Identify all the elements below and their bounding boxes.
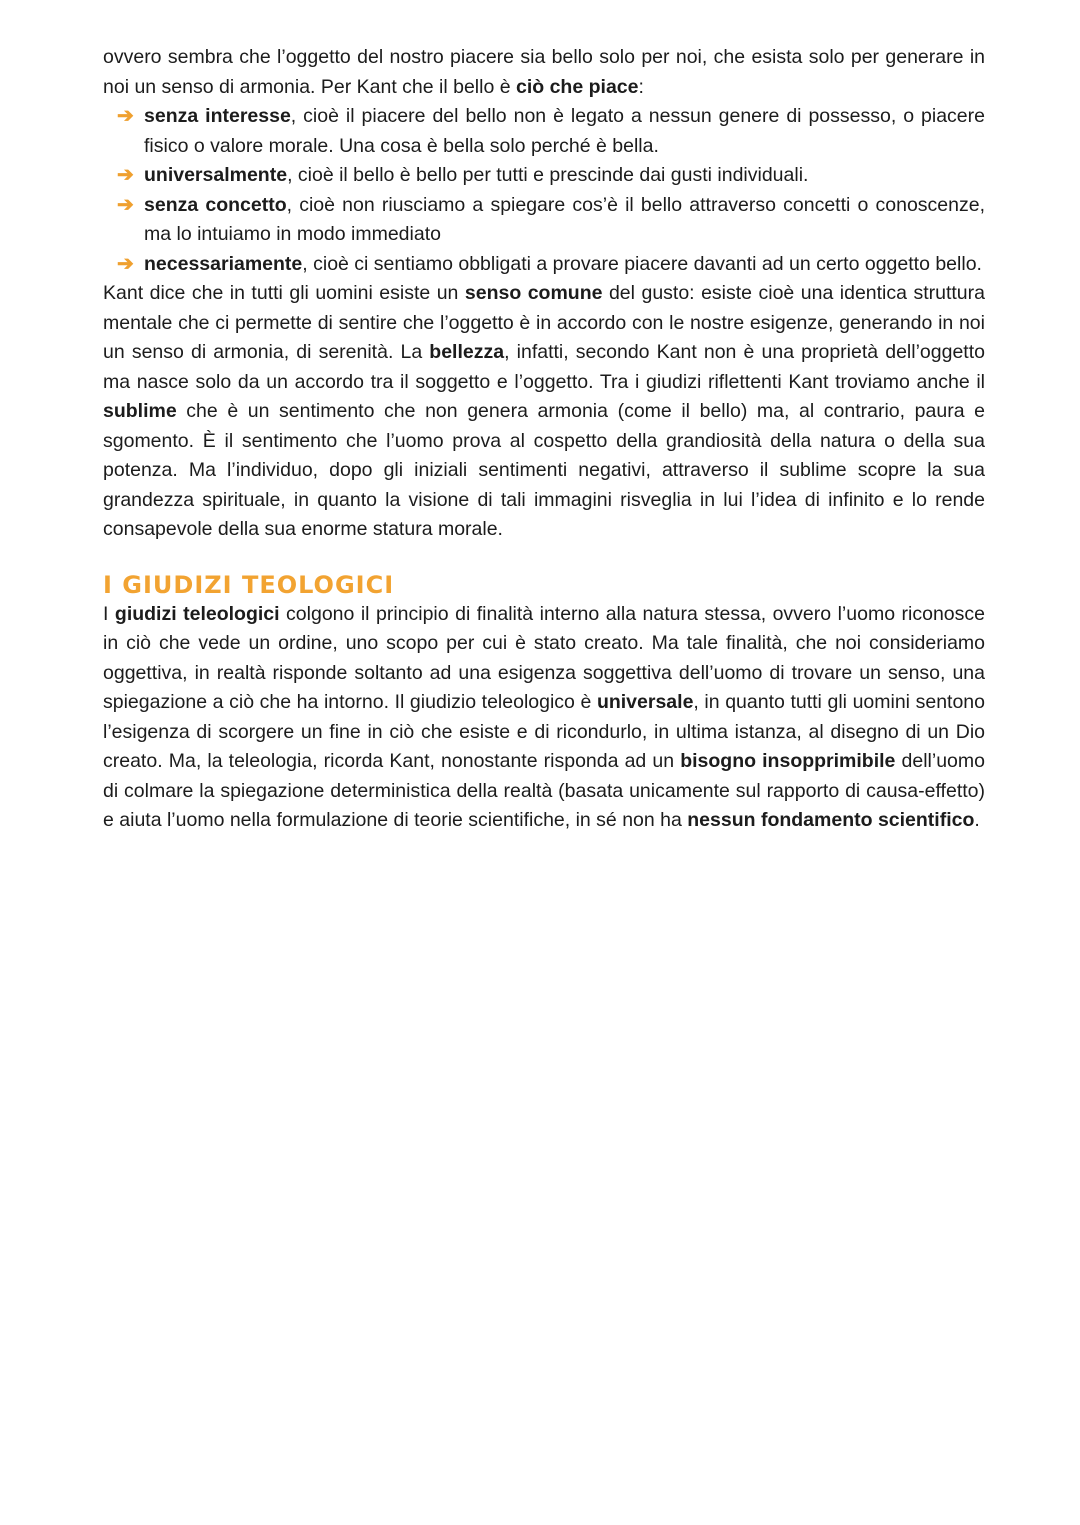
bullet-item-universalmente (103, 161, 985, 191)
senso-comune-paragraph: Kant dice che in tutti gli uomini esiste un senso comune del gusto: esiste cioè una identica struttura mentale che ci permette di sentire che l’oggetto è in accordo con le nostre esigenze, generando in noi un senso di armonia, di serenità. La bellezza, infatti, secondo Kant non è una proprietà dell’oggetto ma nasce solo da un accordo tra il soggetto e l’oggetto. Tra i giudizi riflettenti Kant troviamo anche il sublime che è un sentimento che non genera armonia (come il bello) ma, al contrario, paura e sgomento. È il sentimento che l’uomo prova al cospetto della grandiosità della natura o della sua potenza. Ma l’individuo, dopo gli iniziali sentimenti negativi, attraverso il sublime scopre la sua grandezza spirituale, in quanto la visione di tali immagini risveglia in lui l’idea di infinito e lo rende consapevole della sua enorme statura morale. (103, 282, 985, 540)
bold-term: senso comune (464, 282, 603, 304)
bullet-item-senza-interesse (103, 102, 985, 161)
intro-paragraph: ovvero sembra che l’oggetto del nostro piacere sia bello solo per noi, che esista solo per generare in noi un senso di armonia. Per Kant che il bello è ciò che piace: (103, 46, 985, 98)
bullet-item-necessariamente (103, 250, 985, 280)
bold-term: universalmente (144, 164, 288, 186)
bold-term: necessariamente (144, 252, 303, 275)
section-heading: I GIUDIZI TEOLOGICI (103, 570, 395, 599)
bold-term: giudizi teleologici (114, 602, 280, 625)
bullet-text: senza concetto, cioè non riusciamo a spiegare cos’è il bello attraverso concetti o conoscenze, ma lo intuiamo in modo immediato (144, 193, 985, 245)
bold-term: sublime (103, 400, 177, 422)
arrow-bullet-icon: ➔ (117, 105, 134, 127)
bold-term: bellezza (429, 341, 505, 363)
bold-term: bisogno insopprimibile (680, 750, 896, 772)
bold-term: nessun fondamento scientifico (687, 809, 975, 831)
bullet-item-senza-concetto (103, 191, 985, 250)
bullet-text: necessariamente, cioè ci sentiamo obbligati a provare piacere davanti ad un certo oggetto bello. (144, 252, 982, 275)
bold-term: senza concetto (144, 193, 287, 216)
bullet-list (103, 102, 985, 279)
arrow-bullet-icon: ➔ (117, 193, 134, 216)
bullet-text: senza interesse, cioè il piacere del bello non è legato a nessun genere di possesso, o piacere fisico o valore morale. Una cosa è bella solo perché è bella. (144, 105, 985, 157)
arrow-bullet-icon: ➔ (117, 164, 134, 186)
bold-term: ciò che piace (516, 75, 639, 98)
bold-term: senza interesse (144, 105, 291, 127)
bullet-text: universalmente, cioè il bello è bello per tutti e prescinde dai gusti individuali. (144, 164, 809, 186)
bold-term: universale (596, 691, 694, 713)
teleologici-paragraph: I giudizi teleologici colgono il principio di finalità interno alla natura stessa, ovvero l’uomo riconosce in ciò che vede un ordine, uno scopo per cui è stato creato. Ma tale finalità, che noi consideriamo oggettiva, in realtà risponde soltanto ad una esigenza soggettiva dell’uomo di trovare un senso, una spiegazione a ciò che ha intorno. Il giudizio teleologico è universale, in quanto tutti gli uomini sentono l’esigenza di scorgere un fine in ciò che esiste e di ricondurlo, in ultima istanza, al disegno di un Dio creato. Ma, la teleologia, ricorda Kant, nonostante risponda ad un bisogno insopprimibile dell’uomo di colmare la spiegazione deterministica della realtà (basata unicamente sul rapporto di causa-effetto) e aiuta l’uomo nella formulazione di teorie scientifiche, in sé non ha nessun fondamento scientifico. (103, 602, 986, 831)
arrow-bullet-icon: ➔ (117, 252, 134, 275)
